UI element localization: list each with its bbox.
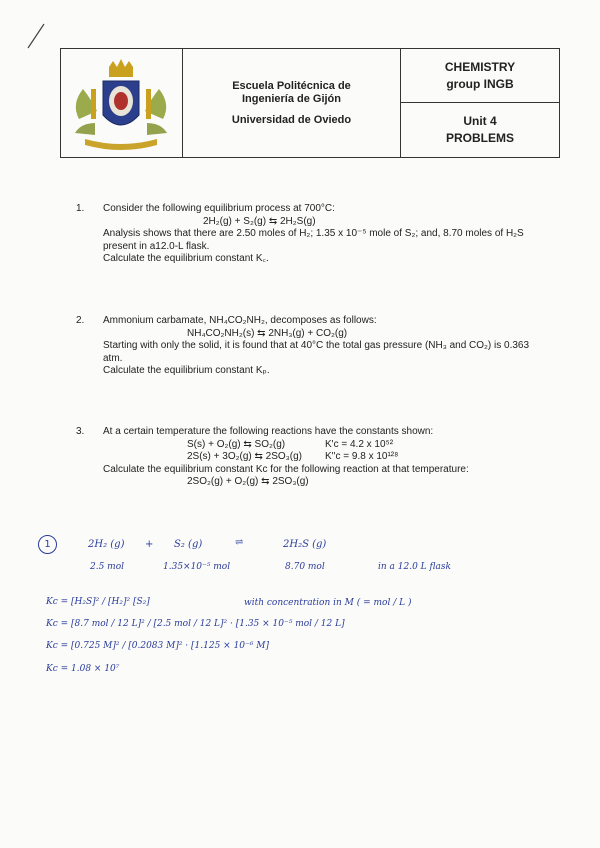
problem-question: Calculate the equilibrium constant K꜀. (103, 253, 269, 264)
school-cell (183, 49, 401, 157)
problem-question: Calculate the equilibrium constant Kc for the following reaction at that temperature: (103, 463, 469, 475)
reaction-equation-1: S(s) + O₂(g) ⇆ SO₂(g) (187, 438, 286, 450)
hw-reactant-s2: S₂ (g) (174, 539, 203, 550)
hw-kc-expression: Kc = [H₂S]² / [H₂]² [S₂] (46, 597, 150, 607)
hw-product-h2s: 2H₂S (g) (283, 539, 327, 550)
problem-number: 3. (76, 426, 85, 437)
course-group: group INGB (446, 76, 514, 91)
hw-plus: + (145, 539, 154, 550)
hw-kc-result: Kc = 1.08 × 10⁷ (46, 664, 120, 674)
reaction-constant-2: K''c = 9.8 x 10¹²⁸ (325, 451, 399, 462)
reaction-row-2 (103, 451, 531, 464)
university-name: Universidad de Oviedo (231, 113, 352, 126)
problem-number: 2. (76, 315, 85, 326)
hw-equilibrium-arrow: ⇌ (235, 537, 244, 548)
hw-units-note: with concentration in M ( = mol / L ) (244, 598, 412, 608)
logo-cell (61, 49, 183, 157)
header-table (60, 48, 560, 158)
problem-question: Calculate the equilibrium constant Kₚ. (103, 365, 270, 376)
unit-subtitle: PROBLEMS (445, 131, 514, 145)
pencil-mark (26, 22, 48, 50)
problem-equation: NH₄CO₂NH₂(s) ⇆ 2NH₃(g) + CO₂(g) (187, 327, 348, 339)
hw-kc-substitution: Kc = [8.7 mol / 12 L]² / [2.5 mol / 12 L]² · [1.35 × 10⁻⁵ mol / 12 L] (46, 619, 345, 629)
problem-data: Starting with only the solid, it is found that at 40°C the total gas pressure (NH₃ and CO₂) is 0.363 atm. (103, 340, 530, 364)
problem-1 (76, 203, 531, 266)
hw-reactant-h2: 2H₂ (g) (88, 539, 125, 550)
reaction-row-1 (103, 439, 531, 452)
problem-number: 1. (76, 203, 85, 214)
problem-equation: 2SO₂(g) + O₂(g) ⇆ 2SO₃(g) (187, 476, 309, 487)
problem-equation: 2H₂(g) + S₂(g) ⇆ 2H₂S(g) (203, 215, 316, 227)
hw-moles-s2: 1.35×10⁻⁵ mol (163, 562, 231, 572)
course-title: CHEMISTRY (444, 59, 516, 74)
problem-data: Analysis shows that there are 2.50 moles of H₂; 1.35 x 10⁻⁵ mole of S₂; and, 8.70 moles of H₂S present in a12.0-L flask. (103, 228, 524, 252)
school-name-line1: Escuela Politécnica de (232, 79, 351, 92)
reaction-constant-1: K'c = 4.2 x 10⁵² (325, 438, 394, 450)
course-cell (401, 49, 559, 103)
problem-2 (76, 315, 531, 378)
hw-moles-h2: 2.5 mol (90, 562, 125, 572)
problem-statement: Ammonium carbamate, NH₄CO₂NH₂, decomposes as follows: (103, 315, 377, 326)
unit-title: Unit 4 (463, 114, 497, 128)
circled-number: 1 (38, 535, 57, 554)
unit-cell (401, 103, 559, 157)
problem-statement: At a certain temperature the following reactions have the constants shown: (103, 426, 434, 437)
school-name-line2: Ingeniería de Gijón (241, 92, 342, 105)
problem-3 (76, 426, 531, 489)
hw-kc-molarities: Kc = [0.725 M]² / [0.2083 M]² · [1.125 × 10⁻⁶ M] (46, 641, 269, 651)
problem-statement: Consider the following equilibrium process at 700°C: (103, 203, 335, 214)
hw-moles-h2s: 8.70 mol (285, 562, 325, 572)
university-crest-icon (61, 49, 181, 155)
reaction-equation-2: 2S(s) + 3O₂(g) ⇆ 2SO₃(g) (187, 451, 302, 462)
hw-flask-volume: in a 12.0 L flask (378, 562, 451, 572)
